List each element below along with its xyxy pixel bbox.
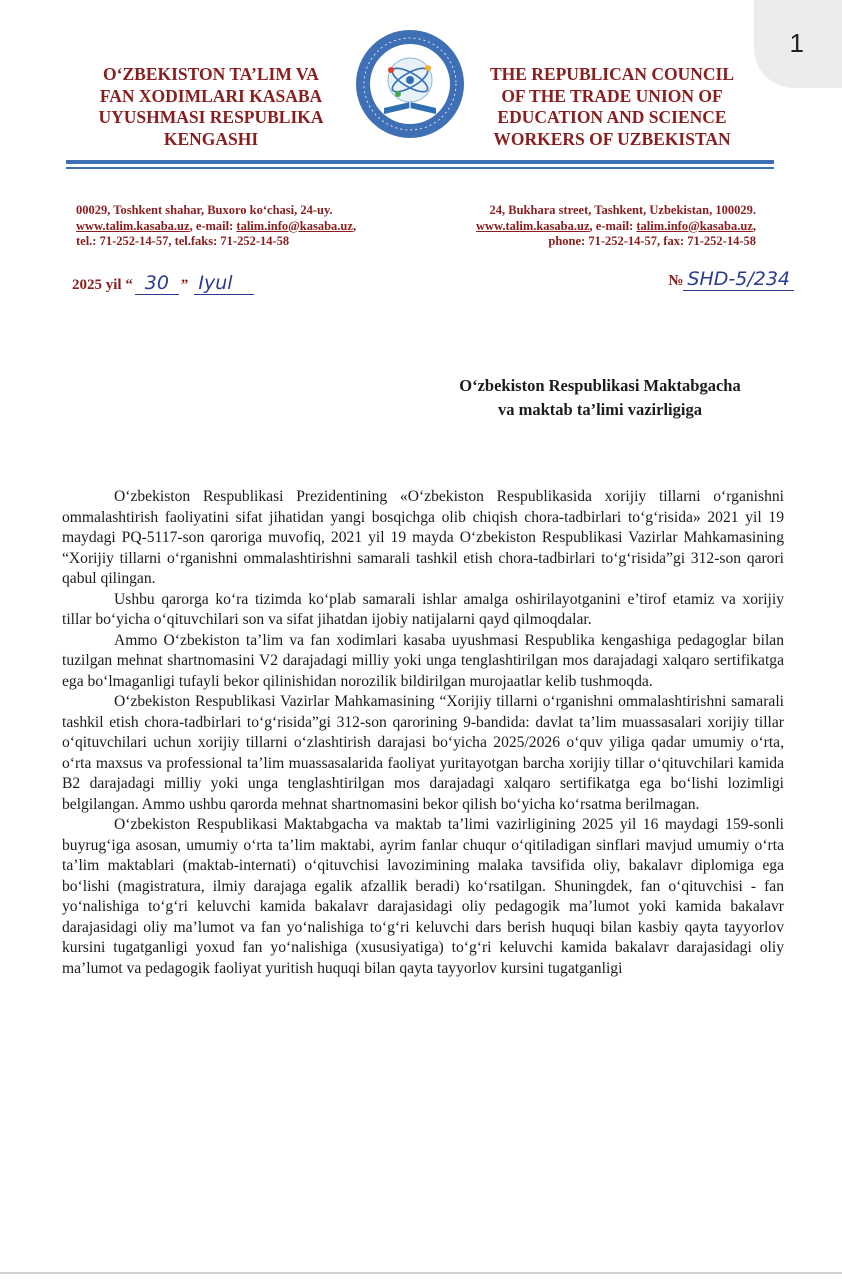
email-label: , e-mail: (589, 218, 637, 233)
org-name-uz-line: FAN XODIMLARI KASABA (99, 85, 323, 106)
addressee-line: va maktab ta’limi vazirligiga (498, 400, 702, 419)
contact-line (440, 219, 756, 235)
phone-line: phone: 71-252-14-57, fax: 71-252-14-58 (548, 234, 756, 248)
punctuation: , (752, 218, 756, 233)
email-label: , e-mail: (189, 218, 237, 233)
addressee-line: O‘zbekiston Respublikasi Maktabgacha (459, 376, 741, 395)
org-name-uzbek (66, 64, 356, 150)
org-name-uz-line: KENGASHI (163, 128, 259, 149)
org-name-english (466, 64, 758, 150)
handwritten-number: SHD-5/234 (683, 268, 794, 291)
address-block-uzbek (76, 203, 406, 250)
org-name-uz-line: UYUSHMASI RESPUBLIKA (98, 107, 324, 127)
contact-line (76, 219, 406, 235)
body-paragraph: O‘zbekiston Respublikasi Vazirlar Mahkamasining “Xorijiy tillarni o‘rganishni ommalashtirishni samarali tashkil etish chora-tadbirlari to‘g‘risida”gi 312-son qarorining 9-bandida: davlat ta’lim muassasalari xorijiy tillar o‘qituvchilari uchun xorijiy tillarni o‘zlashtirish darajasi bo‘yicha 2025/2026 o‘quv yiliga qadar umumiy o‘rta, o‘rta maxsus va professional ta’lim muassasalarida faoliyat yuritayotgan barcha xorijiy tillar o‘qituvchilari kamida B2 darajadagi milliy yoki unga tenglashtirilgan mos darajadagi xalqaro sertifikatga ega bo‘lishi lozimligi belgilangan. Ammo ushbu qarorda mehnat shartnomasini bekor qilish bo‘yicha ko‘rsatma berilmagan. (62, 693, 784, 813)
website-link[interactable]: www.talim.kasaba.uz (76, 218, 190, 233)
phone-line: tel.: 71-252-14-57, tel.faks: 71-252-14-58 (76, 234, 290, 248)
org-name-en-line: THE REPUBLICAN COUNCIL (489, 64, 735, 84)
header-divider-thin (66, 167, 774, 169)
year-label: 2025 yil (72, 277, 122, 293)
email-link[interactable]: talim.info@kasaba.uz (636, 218, 753, 233)
letter-date (72, 272, 254, 295)
email-link[interactable]: talim.info@kasaba.uz (236, 218, 353, 233)
letter-body (62, 487, 784, 979)
address-line: 24, Bukhara street, Tashkent, Uzbekistan, 100029. (489, 203, 756, 217)
quote-open: “ (125, 277, 133, 293)
address-block-english (440, 203, 756, 250)
page-number: 1 (789, 28, 804, 58)
body-paragraph: O‘zbekiston Respublikasi Prezidentining «O‘zbekiston Respublikasida xorijiy tillarni o‘rganishni ommalashtirish faoliyatini sifat jihatidan yangi bosqichga olib chiqish chora-tadbirlari to‘g‘risida» 2021 yil 19 maydagi PQ-5117-son qaroriga muvofiq, 2021 yil 19 mayda O‘zbekiston Respublikasi Vazirlar Mahkamasining “Xorijiy tillarni o‘rganishni ommalashtirishni samarali tashkil etish chora-tadbirlari to‘g‘risida”gi 312-son qarori qabul qilingan. (62, 488, 784, 587)
quote-close: ” (180, 277, 189, 293)
header-divider-thick (66, 160, 774, 164)
number-label: № (668, 273, 684, 289)
handwritten-day: 30 (135, 272, 179, 295)
page-bottom-edge (0, 1272, 842, 1274)
body-paragraph: O‘zbekiston Respublikasi Maktabgacha va maktab ta’limi vazirligining 2025 yil 16 maydagi 159-sonli buyrug‘iga asosan, umumiy o‘rta ta’lim maktabi, ayrim fanlar chuqur o‘qitiladigan sinflari mavjud umumiy o‘rta ta’lim maktablari (maktab-internati) o‘qituvchisi lavozimining malaka tavsifida oliy, bakalavr diplomiga ega bo‘lishi (magistratura, ilmiy darajaga egalik afzallik beradi) ko‘rsatilgan. Shuningdek, fan o‘qituvchisi - fan yo‘nalishiga to‘g‘ri keluvchi kamida bakalavr darajasidagi oliy pedagogik ma’lumot yoki kamida bakalavr darajasidagi oliy ma’lumot va fan yo‘nalishiga to‘g‘ri keluvchi dars berish huquqi bilan kasbiy qayta tayyorlov kursini tugatganligi yoxud fan yo‘nalishiga (xususiyatiga) to‘g‘ri keluvchi kamida bakalavr darajasidagi oliy ma’lumot va pedagogik faoliyat yuritish huquqi bilan qayta tayyorlov kursini tugatganligi (62, 816, 784, 977)
union-emblem-icon (354, 28, 466, 140)
handwritten-month: Iyul (194, 272, 254, 295)
letter-number (668, 268, 794, 291)
org-name-en-line: WORKERS OF UZBEKISTAN (493, 128, 731, 149)
body-paragraph: Ammo O‘zbekiston ta’lim va fan xodimlari kasaba uyushmasi Respublika kengashiga pedagoglar bilan tuzilgan mehnat shartnomasini V2 darajadagi milliy yoki unga tenglashtirilgan mos darajadagi xalqaro sertifikatga ega bo‘lmaganligi tufayli bekor qilinishidan norozilik bildirilgan murojaatlar kelib tushmoqda. (62, 631, 784, 690)
org-name-en-line: OF THE TRADE UNION OF (501, 85, 723, 106)
punctuation: , (352, 218, 357, 233)
org-name-uz-line: O‘ZBEKISTON TA’LIM VA (103, 64, 319, 84)
address-line: 00029, Toshkent shahar, Buxoro ko‘chasi, 24-uy. (76, 203, 333, 217)
website-link[interactable]: www.talim.kasaba.uz (475, 218, 590, 233)
body-paragraph: Ushbu qarorga ko‘ra tizimda ko‘plab samarali ishlar amalga oshirilayotganini e’tirof etamiz va xorijiy tillar bo‘yicha o‘qituvchilari son va sifat jihatdan ijobiy natijalarni qayd qilmoqdalar. (62, 590, 784, 628)
org-name-en-line: EDUCATION AND SCIENCE (497, 107, 727, 127)
addressee-block (420, 374, 780, 422)
